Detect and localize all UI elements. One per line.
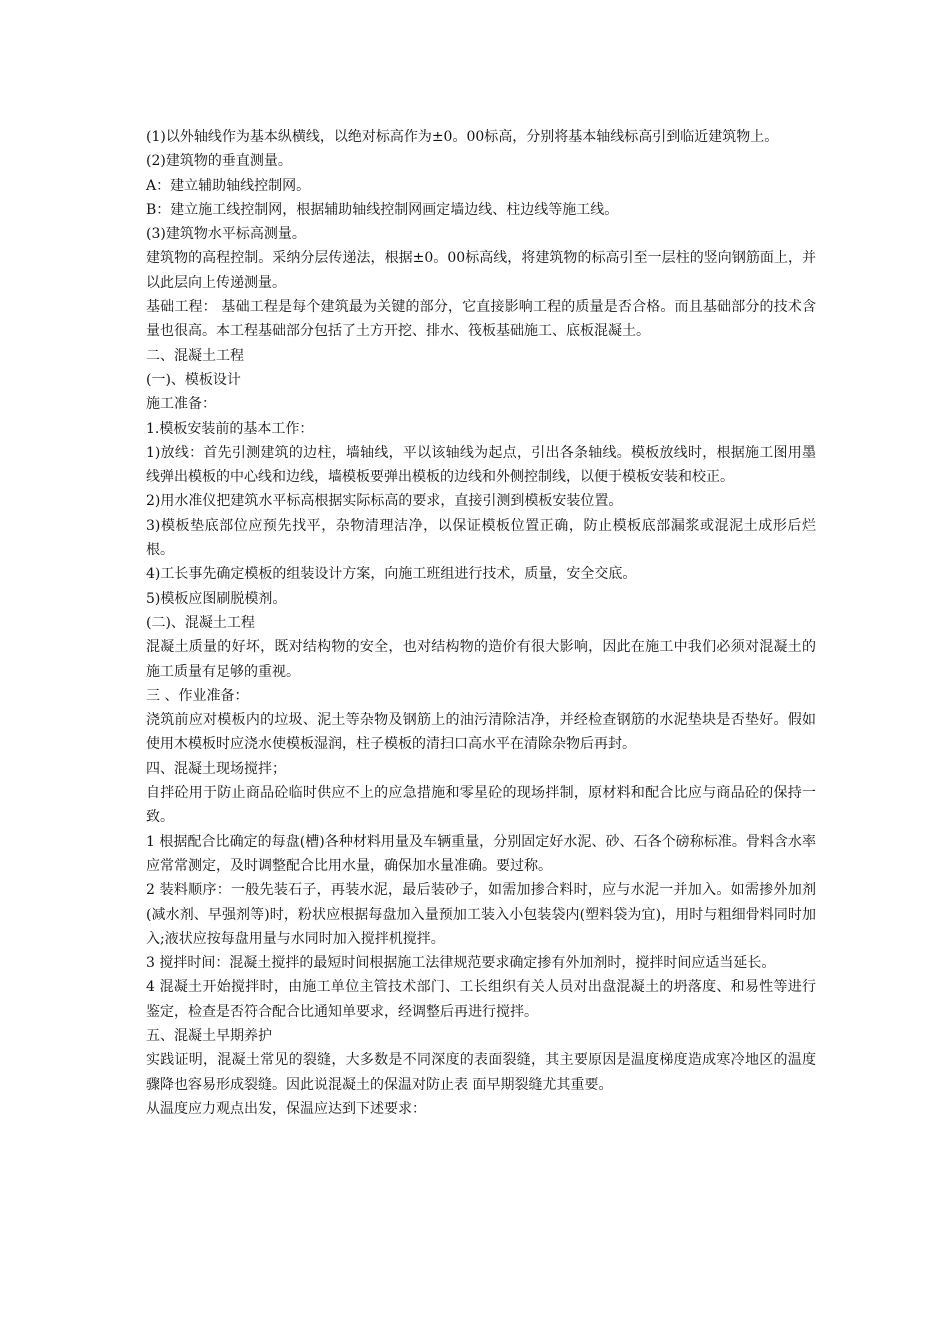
heading-formwork-design: (一)、模板设计 [146,371,241,388]
paragraph-vertical-measure: (2)建筑物的垂直测量。 [146,153,292,170]
list-item-release-agent: 5)模板应图刷脱模剂。 [146,590,287,607]
heading-concrete-engineering: (二)、混凝土工程 [146,614,255,631]
list-item-assembly-plan: 4)工长事先确定模板的组装设计方案，向施工班组进行技术，质量，安全交底。 [146,566,637,583]
list-item-mixing-inspection: 4 混凝土开始搅拌时，由施工单位主管技术部门、工长组织有关人员对出盘混凝土的坍落度、和易性等进行鉴定，检查是否符合配合比通知单要求，经调整后再进行搅拌。 [146,979,816,1020]
list-item-mix-ratio: 1 根据配合比确定的每盘(槽)各种材料用量及车辆重量，分别固定好水泥、砂、石各个磅称标准。骨料含水率应常常测定，及时调整配合比用水量，确保加水量准确。要过称。 [146,833,816,874]
heading-early-curing: 五、混凝土早期养护 [146,1027,272,1044]
list-item-loading-order: 2 装料顺序：一般先装石子，再装水泥，最后装砂子，如需加掺合料时，应与水泥一并加入。如需掺外加剂(减水剂、早强剂等)时，粉状应根据每盘加入量预加工装入小包装袋内(塑料袋为宜)，用时与粗细骨料同时加入;液状应按每盘用量与水同时加入搅拌机搅拌。 [146,882,816,947]
paragraph-elevation-control: 建筑物的高程控制。采纳分层传递法，根据±0。00标高线，将建筑物的标高引至一层柱的竖向钢筋面上，并以此层向上传递测量。 [146,250,816,291]
list-item-mixing-time: 3 搅拌时间：混凝土搅拌的最短时间根据施工法律规范要求确定掺有外加剂时，搅拌时间应适当延长。 [146,955,776,972]
document-body [146,125,816,1121]
heading-work-prep: 三 、作业准备： [146,687,249,704]
heading-formwork-basic-work: 1.模板安装前的基本工作： [146,420,314,437]
paragraph-concrete-quality: 混凝土质量的好坏，既对结构物的安全，也对结构物的造价有很大影响，因此在施工中我们必须对混凝土的施工质量有足够的重视。 [146,639,816,680]
heading-construction-prep: 施工准备： [146,396,216,413]
list-item-level-instrument: 2)用水准仪把建筑水平标高根据实际标高的要求，直接引测到模板安装位置。 [146,493,623,510]
paragraph-axis-baseline: (1)以外轴线作为基本纵横线，以绝对标高作为±0。00标高，分别将基本轴线标高引到临近建筑物上。 [146,129,779,145]
paragraph-aux-axis-network: A：建立辅助轴线控制网。 [146,177,311,194]
list-item-formwork-base: 3)模板垫底部位应预先找平，杂物清理洁净，以保证模板位置正确，防止模板底部漏浆或混泥土成形后烂根。 [146,517,816,559]
paragraph-pre-pour-cleaning: 浇筑前应对模板内的垃圾、泥土等杂物及钢筋上的油污清除洁净，并经检查钢筋的水泥垫块是否垫好。假如使用木模板时应浇水使模板湿润，柱子模板的清扫口高水平在清除杂物后再封。 [146,712,816,753]
paragraph-construction-line-network: B：建立施工线控制网，根据辅助轴线控制网画定墙边线、柱边线等施工线。 [146,201,619,218]
paragraph-foundation-works: 基础工程： 基础工程是每个建筑最为关键的部分，它直接影响工程的质量是否合格。而且基础部分的技术含量也很高。本工程基础部分包括了土方开挖、排水、筏板基础施工、底板混凝土。 [146,299,816,340]
list-item-layout-lines: 1)放线：首先引测建筑的边柱，墙轴线，平以该轴线为起点，引出各条轴线。模板放线时，根据施工图用墨线弹出模板的中心线和边线，墙模板要弹出模板的边线和外侧控制线，以便于模板安装和校正。 [146,444,816,486]
paragraph-self-mixed-concrete: 自拌砼用于防止商品砼临时供应不上的应急措施和零星砼的现场拌制，原材料和配合比应与商品砼的保持一致。 [146,785,816,826]
paragraph-horizontal-elevation: (3)建筑物水平标高测量。 [146,226,306,243]
paragraph-insulation-requirements: 从温度应力观点出发，保温应达到下述要求： [146,1100,426,1117]
heading-onsite-mixing: 四、混凝土现场搅拌； [146,760,286,777]
heading-concrete-works: 二、混凝土工程 [146,347,244,364]
paragraph-cracking-causes: 实践证明，混凝土常见的裂缝，大多数是不同深度的表面裂缝，其主要原因是温度梯度造成寒冷地区的温度骤降也容易形成裂缝。因此说混凝土的保温对防止表 面早期裂缝尤其重要。 [146,1052,816,1093]
